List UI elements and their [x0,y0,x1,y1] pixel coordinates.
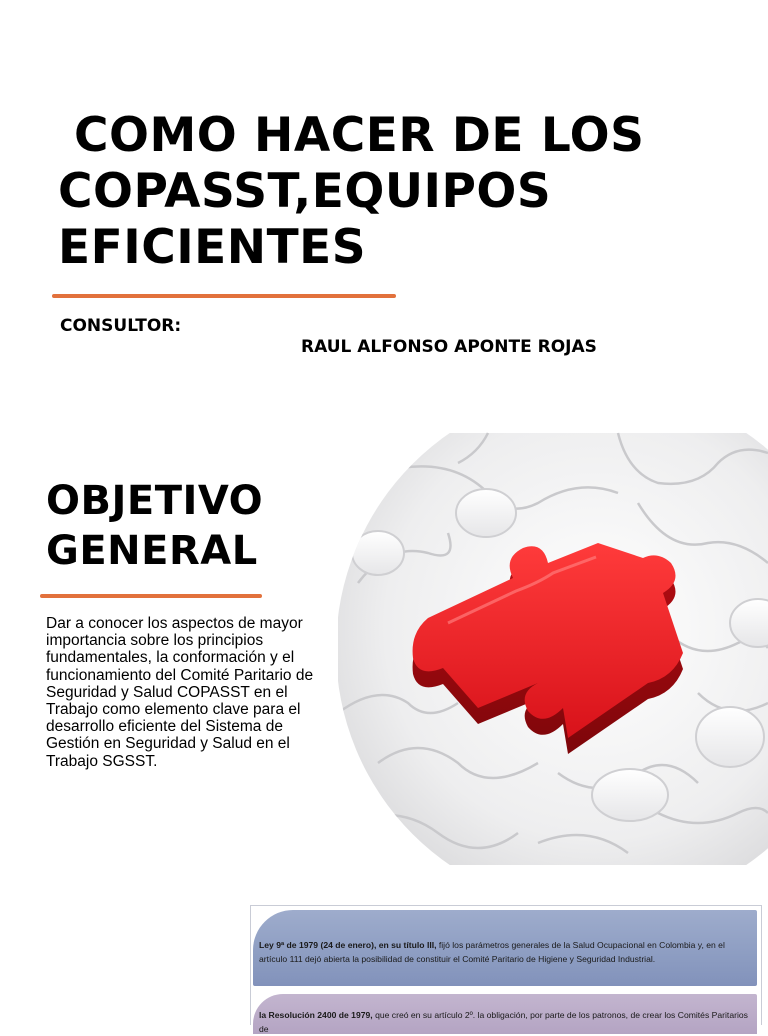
consultor-name: RAUL ALFONSO APONTE ROJAS [301,337,597,357]
section-title-line: GENERAL [46,528,258,574]
cover-title [58,108,748,276]
cover-title-line: EFICIENTES [58,220,367,275]
cover-title-line: COMO HACER DE LOS [74,108,645,163]
section-underline [40,594,262,598]
section-title-line: OBJETIVO [46,478,264,524]
puzzle-red-piece-image [338,433,768,865]
consultor-label: CONSULTOR: [60,316,182,336]
legal-item-heading: Ley 9ª de 1979 (24 de enero), en su título III, [259,940,437,950]
objective-paragraph: Dar a conocer los aspectos de mayor importancia sobre los principios fundamentales, la conformación y el funcionamiento del Comité Paritario de Seguridad y Salud COPASST en el Trabajo como elemento clave para el desarrollo eficiente del Sistema de Gestión en Seguridad y Salud en el Trabajo SGSST. [46,615,314,770]
cover-title-line: COPASST,EQUIPOS [58,164,552,219]
title-underline [52,294,396,298]
legal-item-text: que creó en su artículo 2º. la obligación, por parte de los patronos, de crear los Comités Paritarios de [259,1010,748,1034]
legal-background-slide [250,905,762,1034]
legal-item-heading: la Resolución 2400 de 1979, [259,1010,373,1020]
section-title [46,476,263,576]
legal-item-box [253,910,757,986]
legal-item-text: fijó los parámetros generales de la Salud Ocupacional en Colombia y, en el artículo 111 dejó abierta la posibilidad de constituir el Comité Paritario de Higiene y Seguridad Industrial. [259,940,725,964]
legal-item-box [253,994,757,1034]
